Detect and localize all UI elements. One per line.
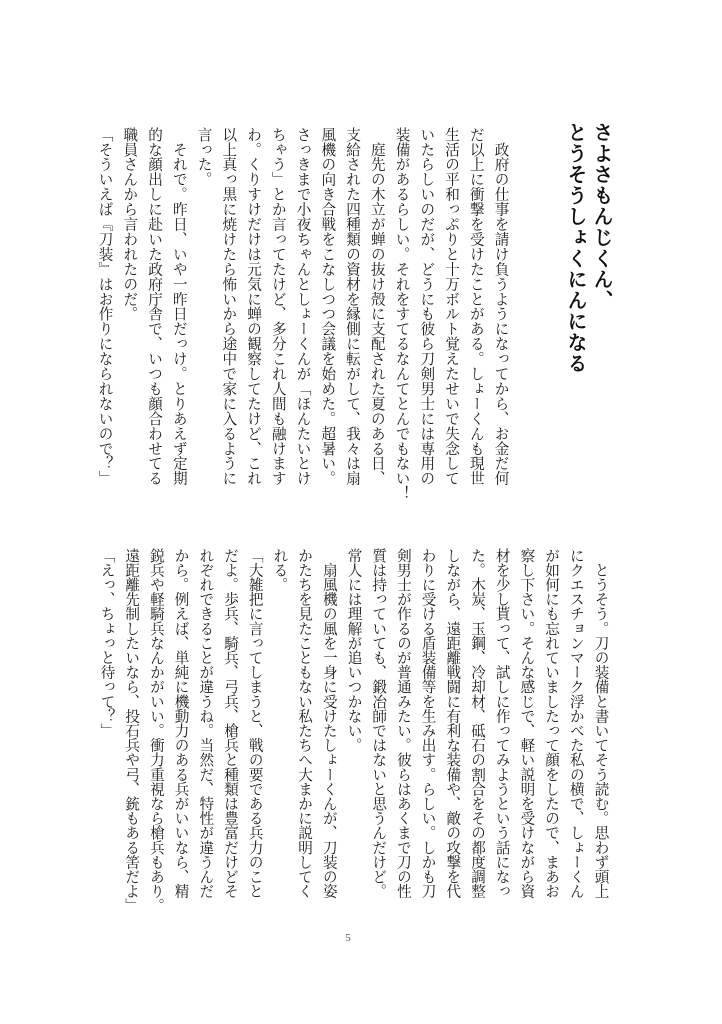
chapter-title-line-2: とうそうしょくにんになる: [564, 122, 588, 374]
text-column: から。例えば、単純に機動力のある兵がいいなら、精: [172, 548, 189, 899]
text-column: 常人には理解が追いつかない。: [345, 548, 362, 753]
text-column: た。木炭、玉鋼、冷却材、砥石の割合をその都度調整: [469, 548, 485, 899]
text-column: だよ。歩兵、騎兵、弓兵、槍兵と種類は豊富だけどそ: [222, 548, 238, 899]
text-column: 庭先の木立が蝉の抜け殻に支配された夏のある日、: [368, 127, 385, 486]
text-column: が如何にも忘れていましたって顔をしたので、まあお: [543, 548, 560, 899]
text-column: にクエスチョンマーク浮かべた私の横で、しょーくん: [567, 548, 584, 899]
page-number: 5: [345, 932, 351, 944]
text-column: 察し下さい。そんな感じで、軽い説明を受けながら資: [518, 548, 535, 899]
text-column: れぞれできることが違うね。当然だ、特性が違うんだ: [197, 548, 214, 899]
chapter-title-line-1: さよさもんじくん、: [590, 122, 614, 311]
text-column: 質は持っていても、鍛冶師ではないと思うんだけど。: [370, 548, 387, 899]
text-column: しながら、遠距離戦闘に有利な装備や、敵の攻撃を代: [444, 548, 461, 899]
text-column: 職員さんから言われたのだ。: [121, 127, 138, 322]
text-column: 的な顔出しに赴いた政府庁舎で、いつも顔合わせてる: [146, 127, 162, 486]
text-column: 鋭兵や軽騎兵なんかがいい。衝力重視なら槍兵もあり。: [147, 548, 164, 913]
text-column: 「そういえば『刀装』はお作りになられないので？」: [96, 127, 113, 486]
text-column: 「大雑把に言ってしまうと、戦の要である兵力のこと: [246, 548, 263, 899]
text-column: わりに受ける盾装備等を生み出す。らしい。しかも刀: [419, 548, 436, 899]
text-column: 風機の向き合戦をこなしつつ会議を始めた。超暑い。: [319, 127, 336, 486]
text-column: 言った。: [195, 127, 212, 187]
text-column: 遠距離先制したいなら、投石兵や弓、銃もある筈だよ」: [123, 548, 140, 913]
text-column: 剣男士が作るのが普通みたい。彼らはあくまで刀の性: [394, 548, 411, 899]
text-column: さっきまで小夜ちゃんとしょーくんが「ほんたいとけ: [294, 127, 311, 486]
text-column: 生活の平和っぷりと十万ボルト覚えたせいで失念して: [443, 127, 459, 486]
text-column: とうそう。刀の装備と書いてそう読む。思わず頭上: [592, 548, 609, 899]
text-column: 装備があるらしい。それをすてるなんてとんでもない！: [393, 127, 410, 501]
text-column: 政府の仕事を請け負うようになってから、お金だ何: [492, 127, 509, 486]
text-column: 扇風機の風を一身に受けたしょーくんが、刀装の姿: [320, 548, 337, 899]
text-column: 以上真っ黒に焼けたら怖いから途中で家に入るように: [220, 127, 237, 486]
text-column: だ以上に衝撃を受けたことがある。しょーくんも現世: [467, 127, 484, 486]
text-column: ちゃう」とか言ってたけど、多分これ人間も融けます: [269, 127, 286, 486]
text-column: れる。: [271, 548, 288, 592]
text-column: 支給された四種類の資材を縁側に転がして、我々は扇: [344, 127, 360, 486]
text-column: それで。昨日、いや一昨日だっけ。とりあえず定期: [170, 127, 187, 486]
text-column: 材を少し貰って、試しに作ってみようという話になっ: [493, 548, 510, 899]
text-column: いたらしいのだが、どうにも彼ら刀剣男士には専用の: [418, 127, 435, 486]
text-column: 「えっ、ちょっと待って？」: [98, 548, 115, 738]
text-column: わ。くりすけだけは元気に蝉の観察してたけど、これ: [245, 127, 261, 486]
text-column: かたちを見たこともない私たちへ大まかに説明してく: [296, 548, 313, 899]
